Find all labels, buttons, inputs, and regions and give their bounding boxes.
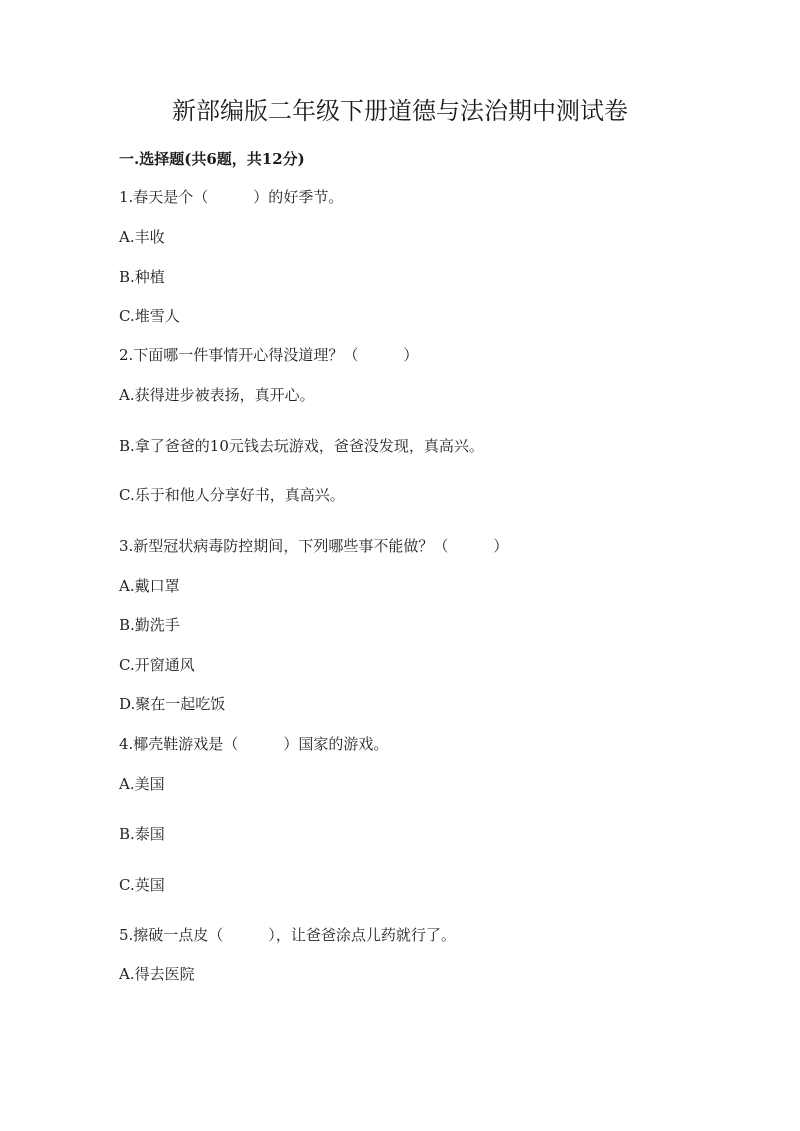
question-4-option-c: C.英国 [119, 876, 165, 894]
question-2-option-c: C.乐于和他人分享好书，真高兴。 [119, 486, 345, 504]
question-3-stem: 3.新型冠状病毒防控期间，下列哪些事不能做？（ ） [119, 537, 509, 555]
question-2-option-b: B.拿了爸爸的10元钱去玩游戏，爸爸没发现，真高兴。 [119, 437, 484, 455]
question-3-option-b: B.勤洗手 [119, 616, 180, 634]
question-1-option-a: A.丰收 [119, 228, 165, 246]
question-3-option-c: C.开窗通风 [119, 656, 195, 674]
question-1-stem: 1.春天是个（ ）的好季节。 [119, 188, 344, 206]
question-3-option-d: D.聚在一起吃饭 [119, 695, 226, 713]
document-title: 新部编版二年级下册道德与法治期中测试卷 [172, 97, 628, 125]
question-1-option-b: B.种植 [119, 268, 165, 286]
question-4-option-a: A.美国 [119, 775, 165, 793]
question-2-option-a: A.获得进步被表扬，真开心。 [119, 386, 315, 404]
question-2-stem: 2.下面哪一件事情开心得没道理？（ ） [119, 346, 419, 364]
question-5-stem: 5.擦破一点皮（ ），让爸爸涂点儿药就行了。 [119, 926, 456, 944]
question-5-option-a: A.得去医院 [119, 965, 195, 983]
question-3-option-a: A.戴口罩 [119, 577, 180, 595]
question-4-stem: 4.椰壳鞋游戏是（ ）国家的游戏。 [119, 735, 389, 753]
question-1-option-c: C.堆雪人 [119, 307, 180, 325]
section-heading: 一.选择题(共6题，共12分) [119, 150, 305, 168]
question-4-option-b: B.泰国 [119, 825, 165, 843]
